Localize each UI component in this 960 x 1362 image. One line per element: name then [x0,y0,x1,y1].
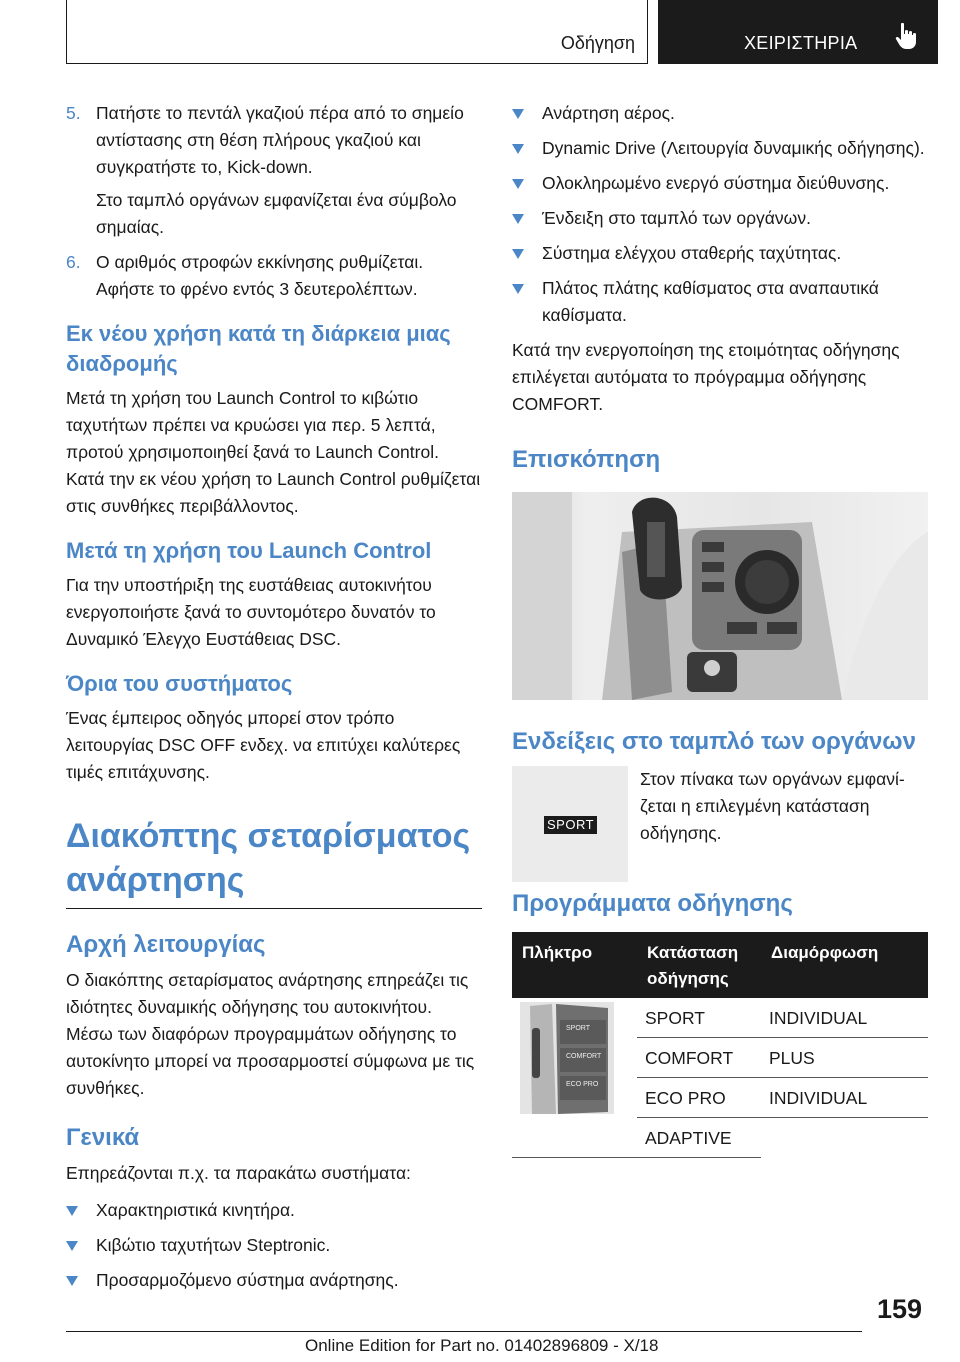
right-column [512,100,928,1160]
table-cell-mode: ADAPTIVE [637,1118,761,1158]
triangle-bullet-icon [512,144,524,154]
table-rule-spacer [761,1158,928,1161]
header-section-title: Οδήγηση [560,33,635,53]
switch-label-comfort: COMFORT [566,1053,602,1060]
header-chapter-title: ΧΕΙΡΙΣΤΗΡΙΑ [744,33,858,53]
left-column [66,100,482,1302]
step-text: Πατήστε το πεντάλ γκαζιού πέρα από το σημείο αντίστασης στη θέση πλήρους γκαζιού και συγκρατήστε το, Kick-down. [96,103,464,177]
table-cell-configuration: INDIVIDUAL [761,1078,928,1118]
center-console-photo [512,492,928,700]
triangle-bullet-icon [512,179,524,189]
list-item: Dynamic Drive (Λειτουργία δυναμικής οδήγησης). [512,135,928,162]
step-text: Ο αριθμός στροφών εκκίνησης ρυθμίζεται. Αφήστε το φρένο εντός 3 δευτερολέπτων. [96,252,424,299]
triangle-bullet-icon [512,284,524,294]
heading-driving-programs: Προγράμματα οδήγησης [512,890,793,917]
footer-edition: Online Edition for Part no. 01402896809 - X/18 [305,1336,659,1355]
step-5 [66,100,482,241]
triangle-bullet-icon [512,249,524,259]
heading-overview: Επισκόπηση [512,446,661,473]
paragraph-system-limits: Ένας έμπειρος οδηγός μπορεί στον τρόπο λειτουργίας DSC OFF ενδεχ. να επιτύχει καλύτερες τιμές επιτάχυνσης. [66,708,461,782]
heading-system-limits: Όρια του συστήματος [66,671,293,696]
table-cell-configuration: INDIVIDUAL [761,998,928,1038]
switch-label-sport: SPORT [566,1025,590,1032]
table-cell-configuration [761,1118,928,1158]
table-header-row [512,932,928,998]
step-6 [66,249,482,303]
sport-mode-indicator: SPORT [544,816,597,834]
triangle-bullet-icon [512,214,524,224]
switch-buttons-image [512,998,617,1118]
table-header-mode: Κατάσταση οδήγησης [637,932,761,998]
paragraph-default-program: Κατά την ενεργοποίηση της ετοιμότητας οδήγησης επιλέγεται αυτόματα το πρόγραμμα οδήγησης COMFORT. [512,340,900,414]
footer-divider [66,1331,862,1332]
heading-reuse: Εκ νέου χρήση κατά τη διάρκεια μιας διαδρομής [66,321,451,376]
paragraph-instrument-display: Στον πίνακα των οργάνων εμφανίζεται η επιλεγμένη κατάσταση οδήγησης. [640,769,905,843]
table-cell-mode: ECO PRO [637,1078,761,1118]
table-cell-mode: COMFORT [637,1038,761,1078]
table-row [512,998,928,1038]
heading-driving-switch: Διακόπτης σεταρίσματος ανάρτησης [66,814,482,909]
list-item: Σύστημα ελέγχου σταθερής ταχύτητας. [512,240,928,267]
center-console-illustration [512,492,928,700]
header-chapter-tab[interactable] [658,0,938,64]
switch-label-eco-pro: ECO PRO [566,1081,599,1088]
step-note: Στο ταμπλό οργάνων εμφανίζεται ένα σύμβολο σημαίας. [96,190,457,237]
table-cell-configuration: PLUS [761,1038,928,1078]
driving-programs-table [512,932,928,1160]
triangle-bullet-icon [66,1241,78,1251]
list-item: Πλάτος πλάτης καθίσματος στα αναπαυτικά καθίσματα. [512,275,928,329]
paragraph-reuse: Μετά τη χρήση του Launch Control το κιβώτιο ταχυτήτων πρέπει να κρυώσει για περ. 5 λεπτά, προτού χρησιμοποιηθεί ξανά το Launch Control. Κατά την εκ νέου χρήση το Launch Control ρυθμίζεται στις συνθήκες περιβάλλοντος. [66,388,481,516]
instrument-cluster-image [512,766,628,882]
table-cell-key-image [512,998,637,1158]
list-item: Προσαρμοζόμενο σύστημα ανάρτησης. [66,1267,482,1294]
step-number: 5. [66,103,81,123]
table-header-key: Πλήκτρο [512,932,637,998]
paragraph-general: Επηρεάζονται π.χ. τα παρακάτω συστήματα: [66,1163,411,1183]
list-item: Χαρακτηριστικά κινητήρα. [66,1197,482,1224]
heading-instrument-display: Ενδείξεις στο ταμπλό των οργάνων [512,728,916,755]
paragraph-after-launch-control: Για την υποστήριξη της ευστάθειας αυτοκινήτου ενεργοποιήστε ξανά το συντομότερο δυνατόν το Δυναμικό Έλεγχο Ευστάθειας DSC. [66,575,436,649]
step-number: 6. [66,252,81,272]
instrument-display-row [512,766,928,886]
heading-general: Γενικά [66,1124,140,1151]
triangle-bullet-icon [512,109,524,119]
table-rule-cell [512,1158,761,1161]
table-bottom-rule [512,1158,928,1161]
triangle-bullet-icon [66,1206,78,1216]
triangle-bullet-icon [66,1276,78,1286]
list-item: Ολοκληρωμένο ενεργό σύστημα διεύθυνσης. [512,170,928,197]
heading-principle: Αρχή λειτουργίας [66,931,266,958]
header-section-box [66,0,648,64]
list-item: Κιβώτιο ταχυτήτων Steptronic. [66,1232,482,1259]
heading-after-launch-control: Μετά τη χρήση του Launch Control [66,538,432,563]
paragraph-principle: Ο διακόπτης σεταρίσματος ανάρτησης επηρεάζει τις ιδιότητες δυναμικής οδήγησης του αυτοκινήτου. Μέσω των διαφόρων προγραμμάτων οδήγησης το αυτοκίνητο μπορεί να προσαρμοστεί σύμφωνα με τις συνθήκες. [66,970,475,1098]
table-header-configuration: Διαμόρφωση [761,932,928,998]
list-item: Ένδειξη στο ταμπλό των οργάνων. [512,205,928,232]
page-number: 159 [877,1294,923,1324]
hand-pointer-icon [894,22,920,50]
list-item: Ανάρτηση αέρος. [512,100,928,127]
table-cell-mode: SPORT [637,998,761,1038]
